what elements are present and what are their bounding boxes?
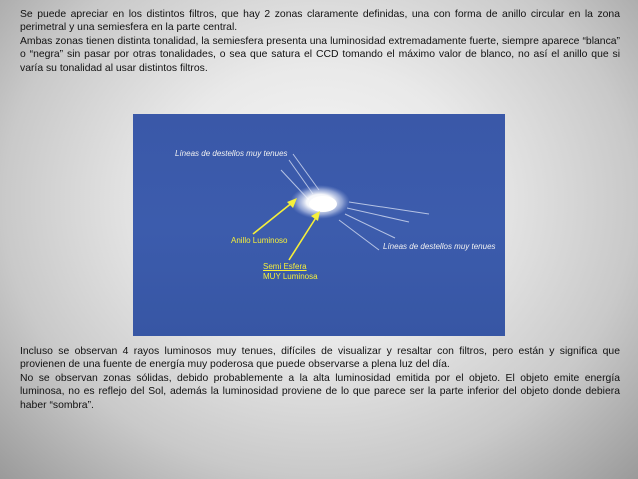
ring-label: Anillo Luminoso — [231, 236, 288, 245]
observations-paragraph: Incluso se observan 4 rayos luminosos muy tenues, difíciles de visualizar y resaltar con filtros, pero están y significa que provienen de una fuente de energía muy poderosa que puede observarse a plena luz del día. No se observan zonas sólidas, debido probablemente a la alta luminosidad emitida por el objeto. El objeto emite energía luminosa, no es reflejo del Sol, además la luminosidad proviene de lo que parece ser la parte inferior del objeto donde debiera haber “sombra”. — [20, 346, 620, 411]
rays-label-bottom: Líneas de destellos muy tenues — [383, 242, 496, 251]
semisphere-label-line2: MUY Luminosa — [263, 272, 318, 281]
rays-label-top: Líneas de destellos muy tenues — [175, 149, 288, 158]
sky-photo — [133, 114, 505, 336]
photo-annotations — [133, 114, 505, 336]
object-core — [309, 196, 337, 212]
intro-paragraph: Se puede apreciar en los distintos filtros, que hay 2 zonas claramente definidas, una con forma de anillo circular en la zona perimetral y una semiesfera en la parte central. Ambas zonas tienen distinta tonalidad, la semiesfera presenta una luminosidad extremadamente fuerte, siempre aparece “blanca” o “negra” sin pasar por otras tonalidades, o sea que satura el CCD tomando el máximo valor de blanco, no así el anillo que si varía su tonalidad al usar distintos filtros. — [20, 9, 620, 74]
semisphere-label-line1: Semi Esfera — [263, 262, 307, 271]
